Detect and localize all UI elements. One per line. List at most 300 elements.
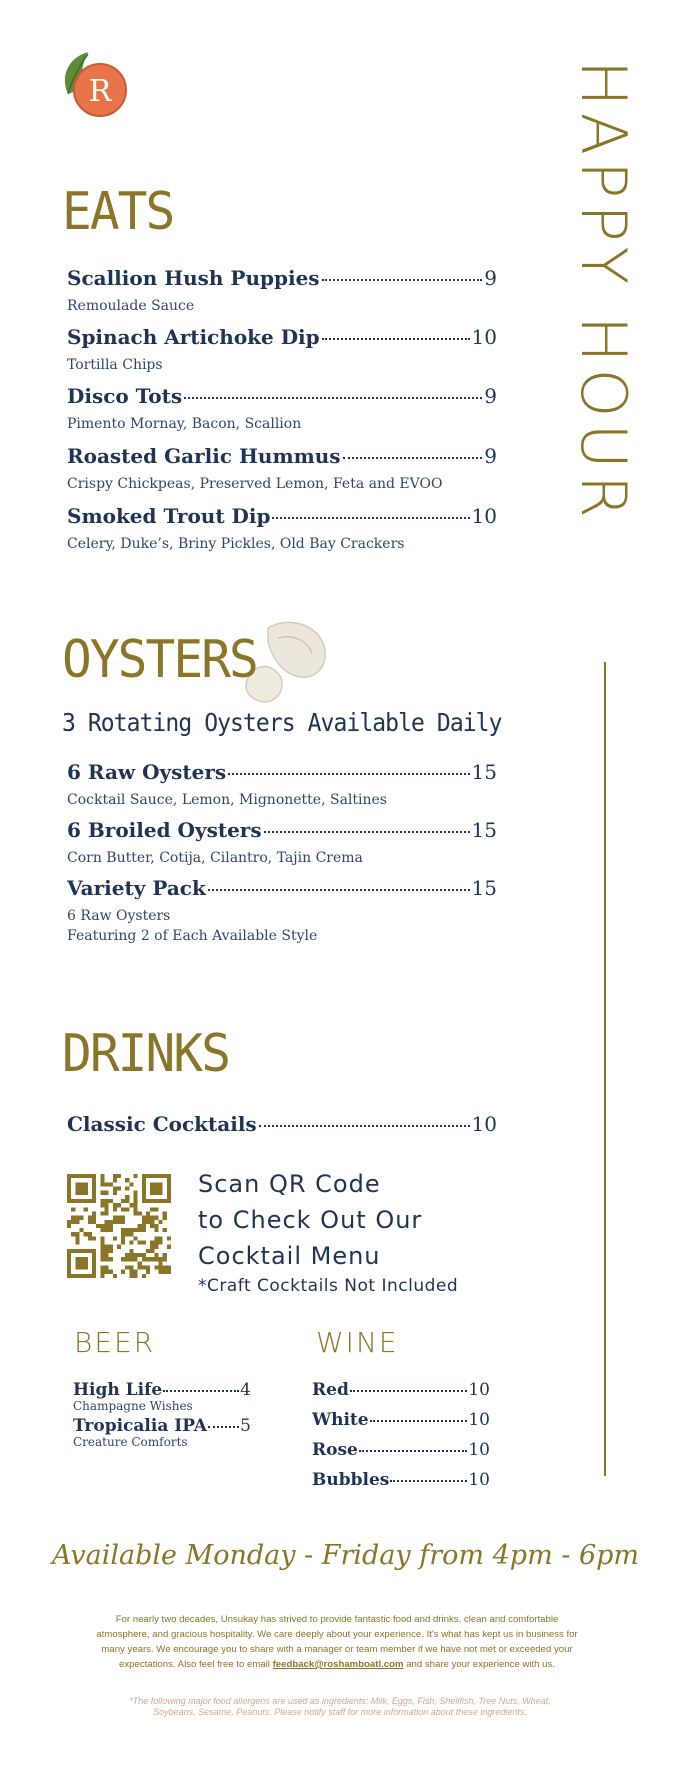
qr-module (75, 1216, 79, 1220)
qr-module (92, 1261, 96, 1265)
qr-module (159, 1220, 163, 1224)
qr-module (167, 1245, 171, 1249)
qr-module (104, 1220, 108, 1224)
qr-module (75, 1261, 79, 1265)
qr-module (167, 1199, 171, 1203)
qr-module (142, 1174, 146, 1178)
qr-module (125, 1207, 129, 1211)
dot-leader (228, 773, 469, 775)
qr-module (104, 1257, 108, 1261)
item-price: 10 (471, 325, 497, 349)
qr-module (67, 1174, 71, 1178)
qr-module (100, 1257, 104, 1261)
qr-code-icon[interactable] (67, 1174, 171, 1278)
beer-item (73, 1416, 251, 1449)
scan-qr-text (198, 1166, 422, 1274)
qr-module (71, 1274, 75, 1278)
qr-module (104, 1211, 108, 1215)
qr-module (79, 1182, 83, 1186)
qr-module (150, 1186, 154, 1190)
qr-module (159, 1257, 163, 1261)
dot-leader (343, 457, 483, 459)
qr-module (146, 1199, 150, 1203)
qr-module (100, 1224, 104, 1228)
qr-module (154, 1241, 158, 1245)
qr-module (142, 1257, 146, 1261)
item-price: 9 (484, 266, 497, 290)
qr-module (142, 1199, 146, 1203)
qr-module (104, 1249, 108, 1253)
qr-module (96, 1224, 100, 1228)
dot-leader (208, 1426, 239, 1428)
qr-module (92, 1216, 96, 1220)
qr-module (159, 1241, 163, 1245)
qr-module (88, 1220, 92, 1224)
qr-module (100, 1253, 104, 1257)
qr-module (125, 1195, 129, 1199)
item-name: Rose (312, 1440, 358, 1460)
menu-item (67, 325, 497, 375)
qr-module (109, 1270, 113, 1274)
qr-module (159, 1270, 163, 1274)
qr-module (84, 1186, 88, 1190)
item-price: 10 (471, 504, 497, 528)
qr-module (67, 1191, 71, 1195)
drinks-title: DRINKS (62, 1024, 230, 1084)
qr-module (92, 1211, 96, 1215)
qr-module (150, 1199, 154, 1203)
qr-module (104, 1182, 108, 1186)
item-name: Scallion Hush Puppies (67, 266, 320, 290)
qr-module (121, 1228, 125, 1232)
qr-module (109, 1182, 113, 1186)
dot-leader (359, 1450, 468, 1452)
qr-module (67, 1178, 71, 1182)
qr-module (163, 1228, 167, 1232)
qr-module (100, 1211, 104, 1215)
qr-module (154, 1257, 158, 1261)
item-name: Red (312, 1380, 349, 1400)
item-name: 6 Broiled Oysters (67, 818, 262, 842)
qr-module (129, 1232, 133, 1236)
qr-module (84, 1174, 88, 1178)
qr-module (121, 1199, 125, 1203)
qr-module (109, 1249, 113, 1253)
qr-module (129, 1228, 133, 1232)
qr-module (67, 1224, 71, 1228)
item-description: Pimento Mornay, Bacon, Scallion (67, 416, 302, 432)
qr-module (104, 1224, 108, 1228)
qr-module (154, 1207, 158, 1211)
qr-module (138, 1261, 142, 1265)
qr-module (154, 1228, 158, 1232)
qr-module (71, 1199, 75, 1203)
qr-module (88, 1199, 92, 1203)
dot-leader (322, 279, 483, 281)
qr-module (75, 1182, 79, 1186)
qr-module (129, 1270, 133, 1274)
qr-module (159, 1191, 163, 1195)
qr-module (92, 1270, 96, 1274)
qr-module (138, 1266, 142, 1270)
qr-module (167, 1186, 171, 1190)
wine-item (312, 1410, 490, 1430)
qr-module (150, 1207, 154, 1211)
item-price: 15 (471, 876, 497, 900)
qr-module (67, 1274, 71, 1278)
qr-module (100, 1178, 104, 1182)
qr-module (100, 1236, 104, 1240)
dot-leader (350, 1390, 468, 1392)
scan-line: Scan QR Code (198, 1170, 381, 1198)
qr-module (117, 1220, 121, 1224)
qr-module (71, 1207, 75, 1211)
qr-module (121, 1257, 125, 1261)
qr-module (134, 1207, 138, 1211)
qr-module (134, 1203, 138, 1207)
qr-module (150, 1249, 154, 1253)
qr-module (167, 1195, 171, 1199)
qr-module (67, 1257, 71, 1261)
item-description: Champagne Wishes (73, 1399, 193, 1413)
qr-module (79, 1266, 83, 1270)
feedback-email-link[interactable]: feedback@roshamboatl.com (272, 1659, 404, 1670)
qr-module (79, 1186, 83, 1190)
qr-module (117, 1174, 121, 1178)
qr-module (121, 1241, 125, 1245)
qr-module (79, 1216, 83, 1220)
qr-module (75, 1232, 79, 1236)
qr-module (154, 1191, 158, 1195)
qr-module (121, 1270, 125, 1274)
qr-module (154, 1253, 158, 1257)
item-price: 10 (468, 1470, 490, 1490)
qr-module (104, 1199, 108, 1203)
qr-module (84, 1261, 88, 1265)
happy-hour-title: HAPPY HOUR (567, 60, 640, 524)
allergen-note: *The following major food allergens are used as ingredients: Milk, Eggs, Fish, Shellfish, Tree Nuts, Wheat, Soybeans, Sesame, Peanuts. Please notify staff for more information about these ingredients. (129, 1696, 551, 1717)
qr-module (150, 1191, 154, 1195)
qr-module (84, 1249, 88, 1253)
qr-module (75, 1257, 79, 1261)
qr-module (92, 1195, 96, 1199)
qr-module (79, 1257, 83, 1261)
qr-module (113, 1216, 117, 1220)
qr-module (100, 1241, 104, 1245)
qr-module (113, 1191, 117, 1195)
qr-module (134, 1199, 138, 1203)
qr-module (67, 1253, 71, 1257)
qr-module (92, 1257, 96, 1261)
qr-module (142, 1216, 146, 1220)
qr-module (109, 1245, 113, 1249)
qr-module (100, 1245, 104, 1249)
qr-module (146, 1266, 150, 1270)
qr-module (125, 1257, 129, 1261)
qr-module (104, 1191, 108, 1195)
wine-item (312, 1470, 490, 1490)
qr-module (138, 1253, 142, 1257)
qr-module (67, 1266, 71, 1270)
menu-item (67, 384, 497, 434)
qr-module (154, 1182, 158, 1186)
dot-leader (370, 1420, 468, 1422)
qr-module (84, 1191, 88, 1195)
qr-module (129, 1249, 133, 1253)
peach-logo-icon (58, 50, 130, 122)
qr-module (79, 1191, 83, 1195)
qr-module (104, 1203, 108, 1207)
item-description: Creature Comforts (73, 1435, 188, 1449)
beer-item (73, 1380, 251, 1413)
qr-module (134, 1253, 138, 1257)
footer-text: and share your experience with us. (403, 1659, 555, 1670)
qr-module (129, 1274, 133, 1278)
qr-module (163, 1266, 167, 1270)
qr-module (92, 1199, 96, 1203)
item-description: Cocktail Sauce, Lemon, Mignonette, Saltines (67, 792, 387, 808)
dot-leader (259, 1125, 470, 1127)
footer-text: For nearly two decades, Unsukay has strived to provide fantastic food and drinks, clean and comfortable atmosphere, and gracious hospitality. We care deeply about your experience. It's what has kept us in business for many years. We encourage you to share with a manager or team member if we have not met or exceeded your expectations. Also feel free to email (96, 1614, 578, 1670)
item-description: 6 Raw Oysters (67, 908, 171, 924)
qr-module (134, 1274, 138, 1278)
oysters-subheading: 3 Rotating Oysters Available Daily (62, 708, 502, 737)
qr-module (67, 1199, 71, 1203)
qr-module (100, 1199, 104, 1203)
dot-leader (163, 1390, 239, 1392)
qr-module (92, 1266, 96, 1270)
qr-module (75, 1199, 79, 1203)
qr-module (92, 1220, 96, 1224)
qr-module (109, 1257, 113, 1261)
qr-module (134, 1270, 138, 1274)
qr-module (146, 1216, 150, 1220)
qr-module (154, 1245, 158, 1249)
qr-module (84, 1199, 88, 1203)
qr-module (71, 1220, 75, 1224)
qr-module (67, 1249, 71, 1253)
qr-module (92, 1236, 96, 1240)
qr-module (129, 1257, 133, 1261)
qr-module (138, 1224, 142, 1228)
qr-module (142, 1241, 146, 1245)
qr-module (154, 1199, 158, 1203)
qr-module (150, 1245, 154, 1249)
qr-module (113, 1178, 117, 1182)
qr-module (117, 1186, 121, 1190)
qr-module (154, 1174, 158, 1178)
menu-item (67, 876, 497, 946)
qr-module (134, 1211, 138, 1215)
qr-module (79, 1228, 83, 1232)
item-price: 4 (240, 1380, 251, 1400)
menu-item (67, 818, 497, 868)
qr-module (79, 1199, 83, 1203)
qr-module (121, 1220, 125, 1224)
qr-module (100, 1174, 104, 1178)
item-name: Disco Tots (67, 384, 183, 408)
item-name: Smoked Trout Dip (67, 504, 271, 528)
dot-leader (264, 831, 470, 833)
scan-line: Cocktail Menu (198, 1242, 381, 1270)
qr-module (142, 1186, 146, 1190)
item-price: 9 (484, 444, 497, 468)
qr-module (113, 1220, 117, 1224)
qr-module (67, 1220, 71, 1224)
qr-module (159, 1186, 163, 1190)
qr-module (150, 1182, 154, 1186)
qr-module (142, 1178, 146, 1182)
item-name: Bubbles (312, 1470, 390, 1490)
qr-module (71, 1174, 75, 1178)
qr-module (104, 1266, 108, 1270)
qr-module (92, 1191, 96, 1195)
item-name: Tropicalia IPA (73, 1416, 207, 1436)
qr-module (75, 1174, 79, 1178)
qr-module (117, 1203, 121, 1207)
qr-module (125, 1178, 129, 1182)
qr-module (92, 1274, 96, 1278)
qr-module (159, 1199, 163, 1203)
qr-module (142, 1274, 146, 1278)
qr-module (92, 1178, 96, 1182)
qr-module (146, 1220, 150, 1224)
qr-module (109, 1228, 113, 1232)
qr-module (138, 1241, 142, 1245)
qr-module (163, 1257, 167, 1261)
qr-module (150, 1241, 154, 1245)
dot-leader (208, 889, 470, 891)
qr-module (142, 1195, 146, 1199)
qr-module (67, 1195, 71, 1199)
qr-module (167, 1191, 171, 1195)
qr-module (84, 1232, 88, 1236)
qr-module (159, 1174, 163, 1178)
qr-module (84, 1274, 88, 1278)
dot-leader (184, 397, 482, 399)
qr-module (125, 1232, 129, 1236)
qr-module (142, 1266, 146, 1270)
qr-module (142, 1224, 146, 1228)
beer-title: BEER (74, 1326, 156, 1359)
item-price: 10 (471, 1112, 497, 1136)
item-price: 10 (468, 1380, 490, 1400)
qr-module (67, 1182, 71, 1186)
qr-module (100, 1191, 104, 1195)
qr-module (167, 1266, 171, 1270)
qr-module (79, 1274, 83, 1278)
qr-module (84, 1182, 88, 1186)
availability-banner: Available Monday - Friday from 4pm - 6pm (51, 1540, 640, 1571)
qr-module (142, 1191, 146, 1195)
qr-module (71, 1249, 75, 1253)
qr-module (167, 1270, 171, 1274)
qr-module (129, 1203, 133, 1207)
qr-module (92, 1253, 96, 1257)
qr-module (104, 1228, 108, 1232)
qr-module (100, 1228, 104, 1232)
qr-module (113, 1236, 117, 1240)
qr-module (129, 1182, 133, 1186)
qr-module (134, 1257, 138, 1261)
qr-module (92, 1249, 96, 1253)
menu-item (67, 444, 497, 494)
qr-module (154, 1266, 158, 1270)
qr-module (75, 1236, 79, 1240)
qr-module (113, 1207, 117, 1211)
qr-module (154, 1224, 158, 1228)
item-name: Roasted Garlic Hummus (67, 444, 341, 468)
item-name: Classic Cocktails (67, 1112, 257, 1136)
qr-module (163, 1253, 167, 1257)
qr-module (71, 1232, 75, 1236)
qr-module (142, 1228, 146, 1232)
qr-module (88, 1274, 92, 1278)
wine-item (312, 1380, 490, 1400)
qr-module (146, 1270, 150, 1274)
qr-module (88, 1174, 92, 1178)
qr-module (100, 1270, 104, 1274)
qr-module (92, 1174, 96, 1178)
qr-module (75, 1220, 79, 1224)
qr-module (100, 1274, 104, 1278)
qr-module (134, 1191, 138, 1195)
item-description: Remoulade Sauce (67, 298, 195, 314)
menu-item (67, 266, 497, 316)
qr-module (134, 1174, 138, 1178)
item-description: Corn Butter, Cotija, Cilantro, Tajin Crema (67, 850, 363, 866)
item-description: Crispy Chickpeas, Preserved Lemon, Feta and EVOO (67, 476, 443, 492)
qr-module (134, 1195, 138, 1199)
qr-module (129, 1241, 133, 1245)
qr-module (92, 1182, 96, 1186)
item-price: 15 (471, 760, 497, 784)
qr-module (150, 1220, 154, 1224)
qr-module (163, 1216, 167, 1220)
qr-module (121, 1216, 125, 1220)
qr-module (163, 1174, 167, 1178)
qr-module (88, 1236, 92, 1240)
qr-module (154, 1236, 158, 1240)
qr-module (79, 1261, 83, 1265)
qr-module (150, 1224, 154, 1228)
qr-module (75, 1249, 79, 1253)
qr-module (125, 1186, 129, 1190)
qr-module (71, 1216, 75, 1220)
qr-module (100, 1249, 104, 1253)
item-description: Tortilla Chips (67, 357, 163, 373)
qr-module (88, 1249, 92, 1253)
qr-module (84, 1266, 88, 1270)
qr-module (92, 1186, 96, 1190)
qr-module (125, 1253, 129, 1257)
craft-cocktails-note: *Craft Cocktails Not Included (198, 1276, 459, 1296)
qr-module (113, 1203, 117, 1207)
qr-module (117, 1245, 121, 1249)
qr-module (150, 1174, 154, 1178)
qr-module (79, 1249, 83, 1253)
qr-module (150, 1257, 154, 1261)
qr-module (104, 1253, 108, 1257)
qr-module (163, 1199, 167, 1203)
dot-leader (272, 517, 469, 519)
qr-module (113, 1174, 117, 1178)
qr-module (67, 1261, 71, 1265)
qr-module (142, 1182, 146, 1186)
qr-module (100, 1203, 104, 1207)
qr-module (67, 1186, 71, 1190)
qr-module (113, 1186, 117, 1190)
